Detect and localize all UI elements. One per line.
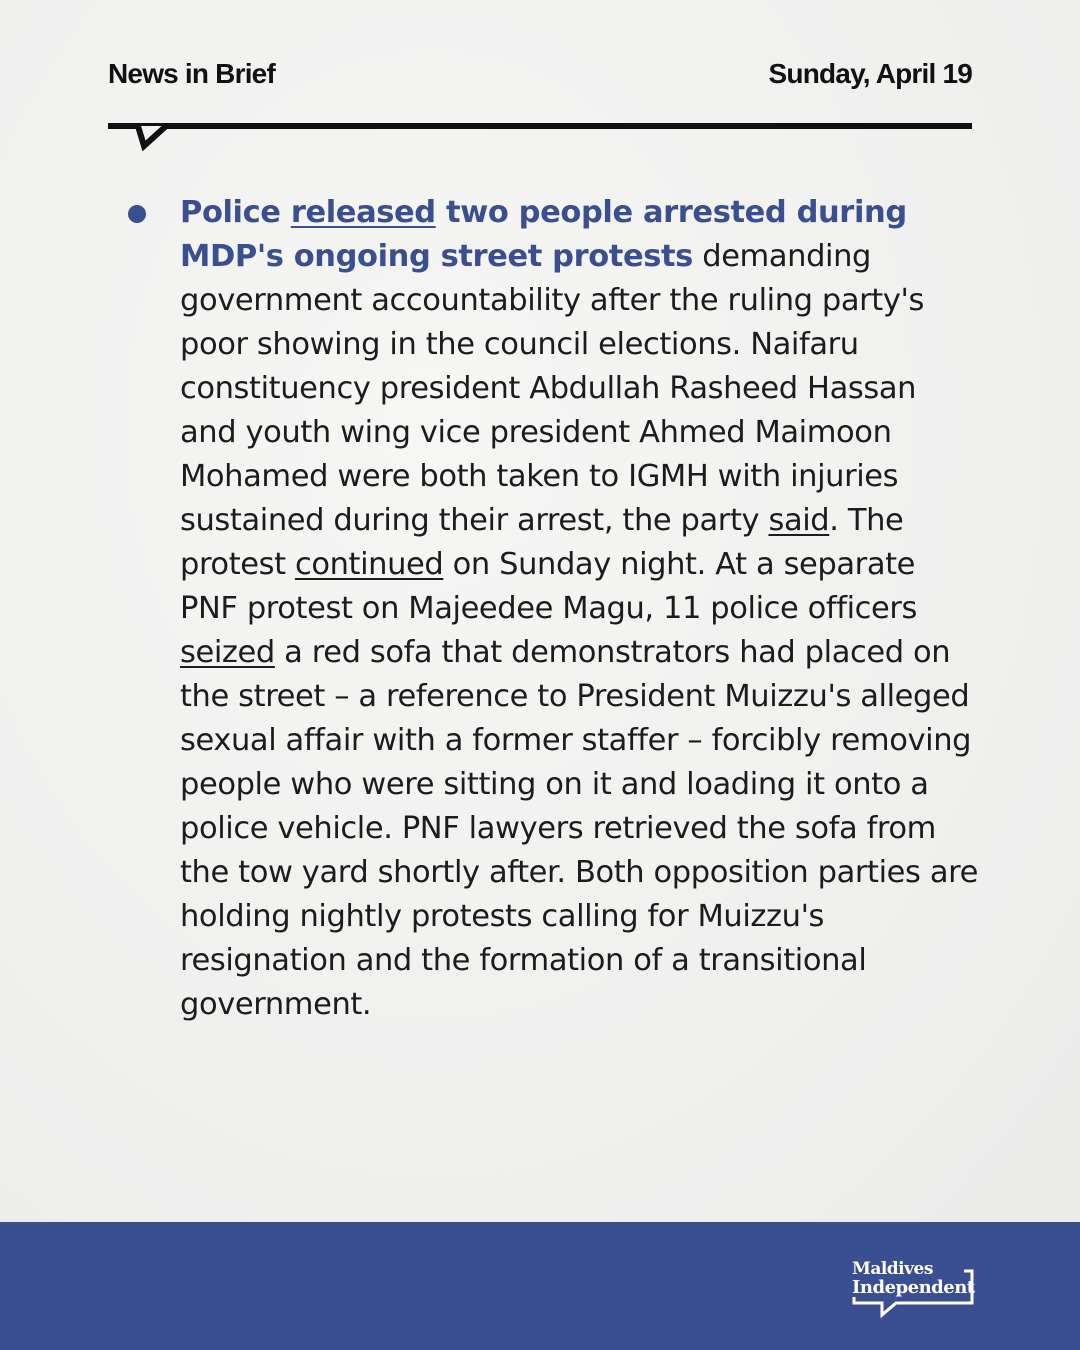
headline-lead: Police released two people arrested during MDP's ongoing street protests	[180, 195, 907, 274]
bullet-icon	[128, 205, 146, 223]
news-item	[180, 191, 980, 1027]
logo-text-maldives: Maldives	[852, 1259, 933, 1279]
link-seized[interactable]: seized	[180, 635, 275, 670]
logo-text-independent: Independent	[852, 1277, 975, 1298]
date-label: Sunday, April 19	[768, 58, 972, 89]
maldives-independent-logo[interactable]	[852, 1257, 976, 1317]
header-divider	[108, 118, 972, 152]
section-title: News in Brief	[108, 58, 275, 89]
article-body: demanding government accountability after the ruling party's poor showing in the council elections. Naifaru constituency president Abdullah Rasheed Hassan and youth wing vice president Ahmed Maimoon Mohamed were both taken to IGMH with injuries sustained during their arrest, the party said. The protest continued on Sunday night. At a separate PNF protest on Majeedee Magu, 11 police officers seized a red sofa that demonstrators had placed on the street – a reference to President Muizzu's alleged sexual affair with a former staffer – forcibly removing people who were sitting on it and loading it onto a police vehicle. PNF lawyers retrieved the sofa from the tow yard shortly after. Both opposition parties are holding nightly protests calling for Muizzu's resignation and the formation of a transitional government.	[180, 239, 978, 1022]
link-continued[interactable]: continued	[294, 547, 444, 582]
link-released[interactable]: released	[290, 195, 436, 230]
footer-bar	[0, 1222, 1080, 1350]
link-said[interactable]: said	[768, 503, 830, 538]
